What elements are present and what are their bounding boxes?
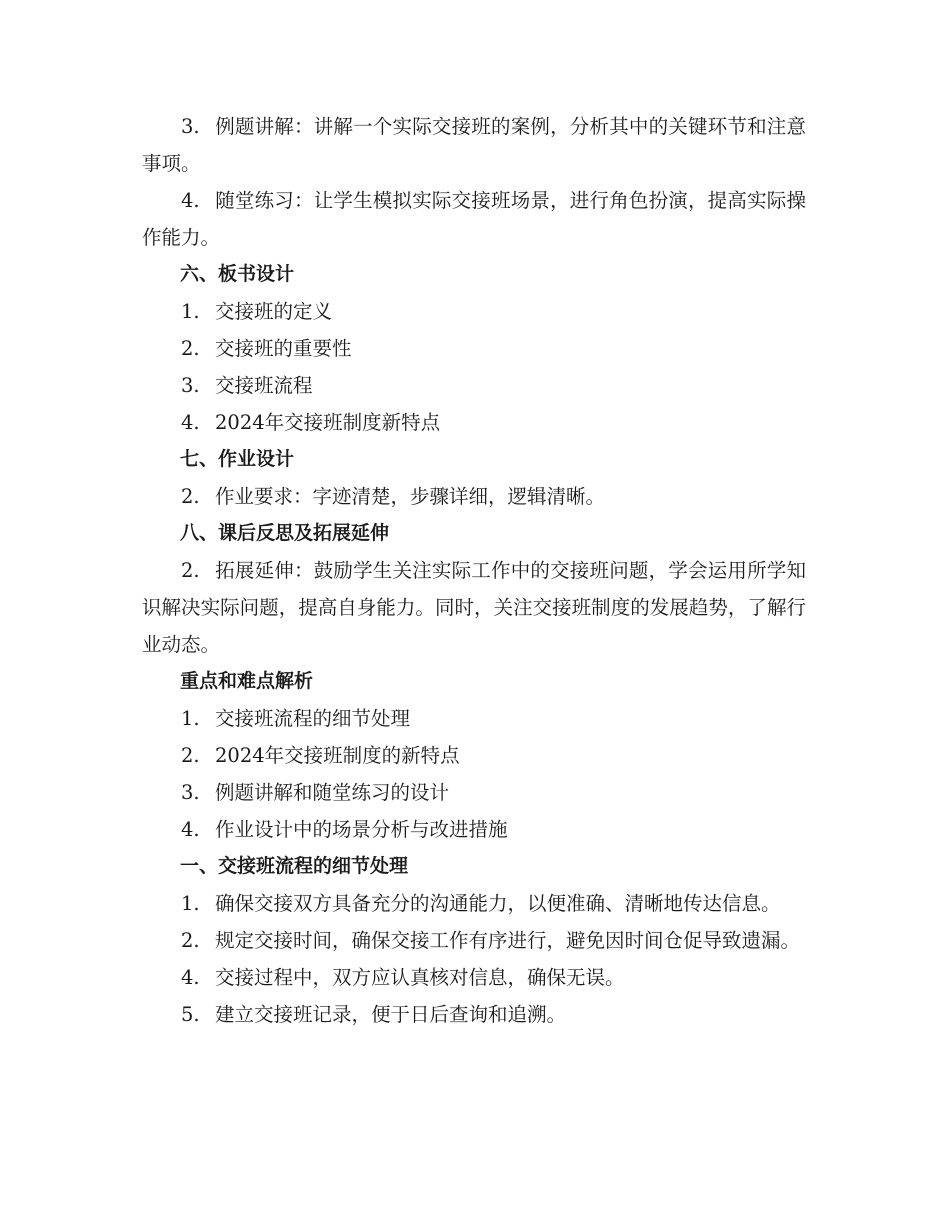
- item-number: 1.: [181, 300, 200, 323]
- paragraph-text: 交接班流程的细节处理: [215, 707, 411, 730]
- item-number: 2.: [181, 559, 200, 582]
- paragraph-text: 2024年交接班制度新特点: [215, 411, 441, 434]
- section-heading: 七、作业设计: [180, 448, 295, 470]
- paragraph-text: 拓展延伸：鼓励学生关注实际工作中的交接班问题，学会运用所学知识解决实际问题，提高自身能力。同时，关注交接班制度的发展趋势，了解行业动态。: [142, 559, 806, 656]
- paragraph-text: 2024年交接班制度的新特点: [215, 744, 460, 767]
- paragraph: [142, 108, 806, 182]
- section-heading: 八、课后反思及拓展延伸: [180, 522, 390, 544]
- paragraph-text: 随堂练习：让学生模拟实际交接班场景，进行角色扮演，提高实际操作能力。: [142, 189, 806, 249]
- paragraph: [142, 774, 806, 811]
- paragraph: [142, 885, 806, 922]
- paragraph: [142, 959, 806, 996]
- item-number: 2.: [181, 929, 200, 952]
- paragraph: [142, 700, 806, 737]
- paragraph-text: 作业要求：字迹清楚，步骤详细，逻辑清晰。: [215, 485, 606, 508]
- paragraph: [142, 404, 806, 441]
- item-number: 5.: [181, 1003, 200, 1026]
- paragraph-text: 规定交接时间，确保交接工作有序进行，避免因时间仓促导致遗漏。: [215, 929, 801, 952]
- section-heading: 六、板书设计: [180, 263, 295, 285]
- paragraph: [142, 293, 806, 330]
- paragraph-text: 例题讲解：讲解一个实际交接班的案例，分析其中的关键环节和注意事项。: [142, 115, 806, 175]
- item-number: 4.: [181, 966, 200, 989]
- paragraph-text: 交接班的重要性: [215, 337, 352, 360]
- paragraph: [142, 330, 806, 367]
- paragraph: [142, 922, 806, 959]
- paragraph: [142, 737, 806, 774]
- item-number: 3.: [181, 781, 200, 804]
- item-number: 3.: [181, 115, 200, 138]
- section-heading: 重点和难点解析: [180, 670, 314, 692]
- paragraph: [142, 478, 806, 515]
- paragraph: [142, 996, 806, 1033]
- document-page: [142, 108, 806, 1033]
- paragraph: [142, 552, 806, 663]
- paragraph-text: 确保交接双方具备充分的沟通能力，以便准确、清晰地传达信息。: [215, 892, 781, 915]
- item-number: 3.: [181, 374, 200, 397]
- paragraph-text: 交接班的定义: [215, 300, 333, 323]
- paragraph-text: 交接过程中，双方应认真核对信息，确保无误。: [215, 966, 625, 989]
- item-number: 4.: [181, 189, 200, 212]
- paragraph: [142, 367, 806, 404]
- paragraph-text: 建立交接班记录，便于日后查询和追溯。: [215, 1003, 567, 1026]
- paragraph-text: 例题讲解和随堂练习的设计: [215, 781, 450, 804]
- item-number: 4.: [181, 411, 200, 434]
- paragraph-text: 交接班流程: [215, 374, 313, 397]
- item-number: 1.: [181, 892, 200, 915]
- item-number: 2.: [181, 485, 200, 508]
- item-number: 1.: [181, 707, 200, 730]
- paragraph: [142, 811, 806, 848]
- paragraph-text: 作业设计中的场景分析与改进措施: [215, 818, 508, 841]
- item-number: 4.: [181, 818, 200, 841]
- paragraph: [142, 182, 806, 256]
- section-heading: 一、交接班流程的细节处理: [180, 855, 409, 877]
- item-number: 2.: [181, 337, 200, 360]
- item-number: 2.: [181, 744, 200, 767]
